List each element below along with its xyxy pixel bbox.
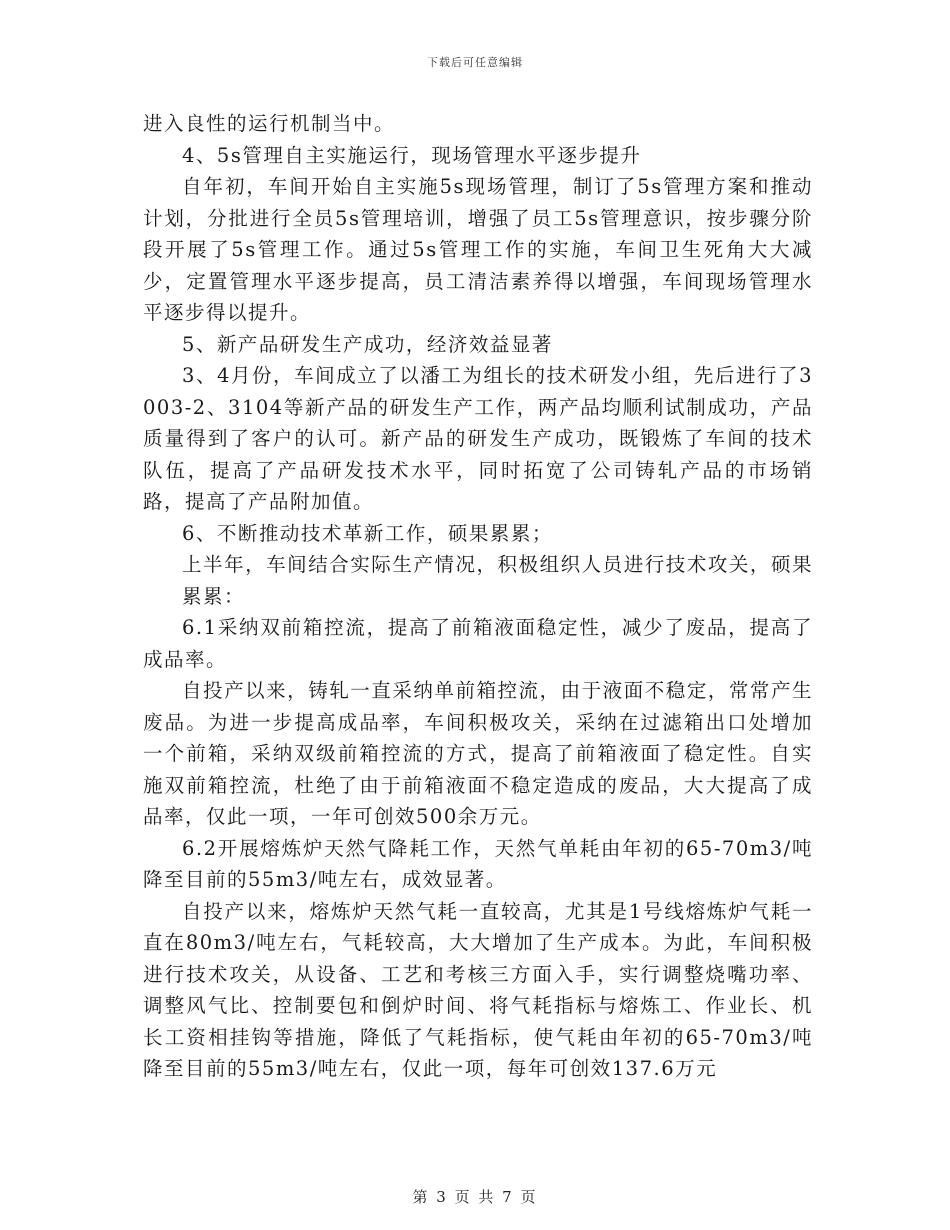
page-header: 下载后可任意编辑 bbox=[427, 56, 523, 69]
paragraph: 自投产以来，熔炼炉天然气耗一直较高，尤其是1号线熔炼炉气耗一直在80m3/吨左右，气耗较高，大大增加了生产成本。为此，车间积极进行技术攻关，从设备、工艺和考核三方面入手，实行调整烧嘴功率、调整风气比、控制要包和倒炉时间、将气耗指标与熔炼工、作业长、机长工资相挂钩等措施，降低了气耗指标，使气耗由年初的65-70m3/吨降至目前的55m3/吨左右，仅此一项，每年可创效137.6万元 bbox=[143, 899, 813, 1080]
document-body bbox=[143, 108, 813, 1085]
subsection-heading: 6.2开展熔炼炉天然气降耗工作，天然气单耗由年初的65-70m3/吨降至目前的55m3/吨左右，成效显著。 bbox=[143, 836, 813, 891]
paragraph: 自投产以来，铸轧一直采纳单前箱控流，由于液面不稳定，常常产生废品。为进一步提高成品率，车间积极攻关，采纳在过滤箱出口处增加一个前箱，采纳双级前箱控流的方式，提高了前箱液面了稳定性。自实施双前箱控流，杜绝了由于前箱液面不稳定造成的废品，大大提高了成品率，仅此一项，一年可创效500余万元。 bbox=[143, 679, 813, 828]
paragraph: 自年初，车间开始自主实施5s现场管理，制订了5s管理方案和推动计划，分批进行全员5s管理培训，增强了员工5s管理意识，按步骤分阶段开展了5s管理工作。通过5s管理工作的实施，车间卫生死角大大减少，定置管理水平逐步提高，员工清洁素养得以增强，车间现场管理水平逐步得以提升。 bbox=[143, 175, 813, 324]
section-heading: 6、不断推动技术革新工作，硕果累累； bbox=[182, 521, 553, 545]
subsection-heading: 6.1采纳双前箱控流，提高了前箱液面稳定性，减少了废品，提高了成品率。 bbox=[143, 616, 813, 671]
paragraph: 进入良性的运行机制当中。 bbox=[143, 112, 396, 135]
section-heading: 5、新产品研发生产成功，经济效益显著 bbox=[182, 332, 553, 356]
paragraph: 上半年，车间结合实际生产情况，积极组织人员进行技术攻关，硕果累累： bbox=[182, 553, 813, 608]
page-number: 第 3 页 共 7 页 bbox=[412, 1188, 538, 1206]
section-heading: 4、5s管理自主实施运行，现场管理水平逐步提升 bbox=[182, 143, 642, 167]
paragraph: 3、4月份，车间成立了以潘工为组长的技术研发小组，先后进行了3003-2、3104等新产品的研发生产工作，两产品均顺利试制成功，产品质量得到了客户的认可。新产品的研发生产成功，既锻炼了车间的技术队伍，提高了产品研发技术水平，同时拓宽了公司铸轧产品的市场销路，提高了产品附加值。 bbox=[143, 364, 813, 513]
